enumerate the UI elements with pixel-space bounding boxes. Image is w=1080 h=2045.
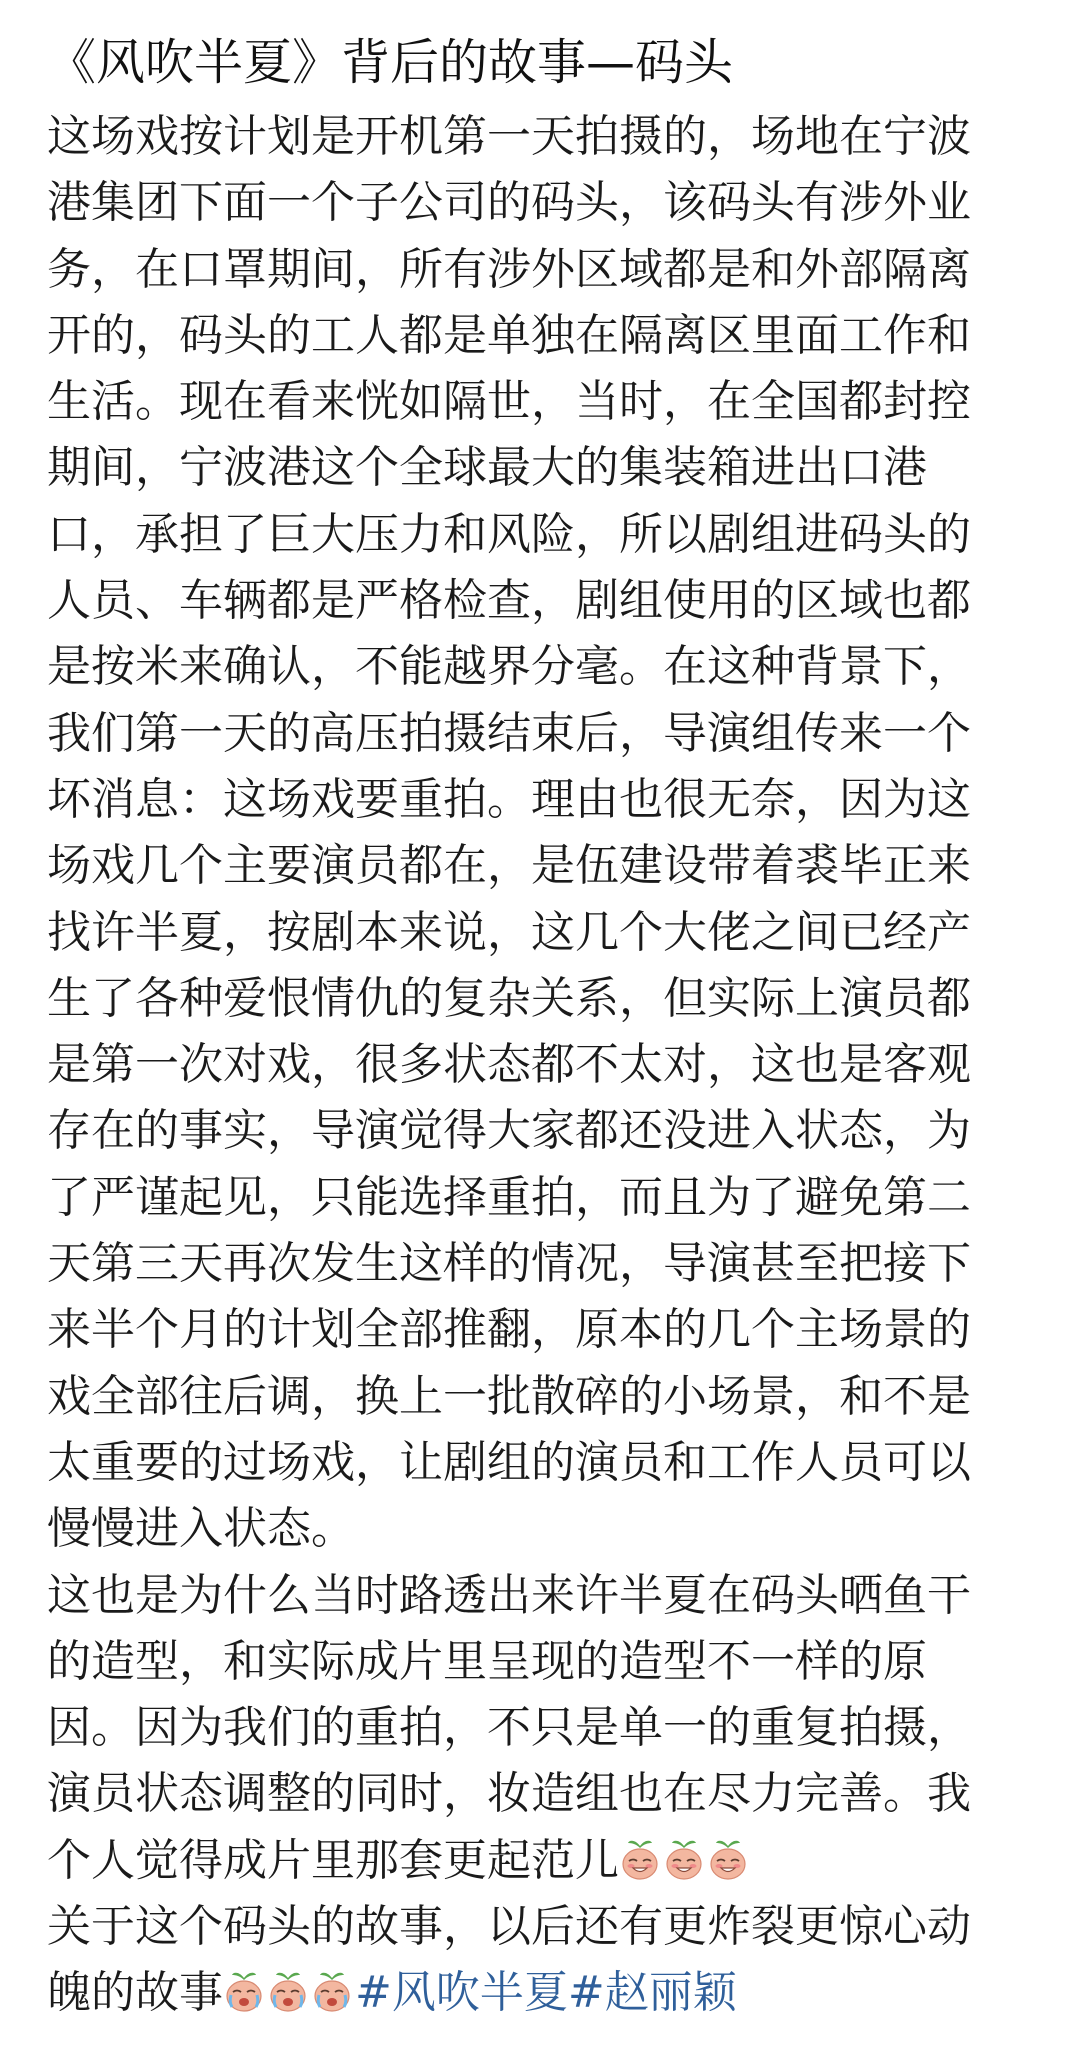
body-line-text: 的造型，和实际成片里呈现的造型不一样的原 xyxy=(47,1635,927,1687)
body-line-text: 人员、车辆都是严格检查，剧组使用的区域也都 xyxy=(47,575,971,627)
body-line xyxy=(47,1165,1047,1231)
body-line-text: 找许半夏，按剧本来说，这几个大佬之间已经产 xyxy=(47,906,971,958)
body-line xyxy=(47,701,1047,767)
body-line xyxy=(47,303,1047,369)
grin-emoji xyxy=(663,1834,705,1900)
body-line-text: 了严谨起见，只能选择重拍，而且为了避免第二 xyxy=(47,1171,971,1223)
body-line-text: 个人觉得成片里那套更起范儿 xyxy=(47,1834,619,1886)
body-line-text: 戏全部往后调，换上一批散碎的小场景，和不是 xyxy=(47,1370,971,1422)
body-line-text: 期间，宁波港这个全球最大的集装箱进出口港 xyxy=(47,442,927,494)
body-line xyxy=(47,1098,1047,1164)
body-line xyxy=(47,966,1047,1032)
body-line xyxy=(47,1894,1047,1960)
body-line-text: 来半个月的计划全部推翻，原本的几个主场景的 xyxy=(47,1304,971,1356)
body-line-text: 这场戏按计划是开机第一天拍摄的，场地在宁波 xyxy=(47,111,971,162)
body-line-text: 演员状态调整的同时，妆造组也在尽力完善。我 xyxy=(47,1768,971,1820)
hashtag-link[interactable]: #风吹半夏 xyxy=(355,1967,568,2019)
body-line xyxy=(47,1430,1047,1496)
body-line xyxy=(47,104,1047,170)
body-line xyxy=(47,170,1047,236)
body-line xyxy=(47,435,1047,501)
body-line xyxy=(47,1695,1047,1761)
grin-emoji xyxy=(707,1834,749,1900)
body-line-text: 因。因为我们的重拍，不只是单一的重复拍摄， xyxy=(47,1702,971,1754)
body-line-text: 魄的故事 xyxy=(47,1967,223,2019)
body-line-text: 天第三天再次发生这样的情况，导演甚至把接下 xyxy=(47,1238,971,1290)
body-line-text: 我们第一天的高压拍摄结束后，导演组传来一个 xyxy=(47,707,971,759)
body-line-text: 港集团下面一个子公司的码头，该码头有涉外业 xyxy=(47,177,971,229)
cry-emoji xyxy=(223,1966,265,2032)
body-line xyxy=(47,833,1047,899)
post-title: 《风吹半夏》背后的故事—码头 xyxy=(47,34,734,91)
weibo-post xyxy=(47,22,1047,2027)
body-line xyxy=(47,767,1047,833)
body-line-text: 开的，码头的工人都是单独在隔离区里面工作和 xyxy=(47,309,971,361)
body-line xyxy=(47,1563,1047,1629)
body-line xyxy=(47,502,1047,568)
body-line-text: 口，承担了巨大压力和风险，所以剧组进码头的 xyxy=(47,508,971,560)
cry-emoji xyxy=(267,1966,309,2032)
body-line-text: 慢慢进入状态。 xyxy=(47,1503,355,1555)
body-line-text: 是按米来确认，不能越界分毫。在这种背景下， xyxy=(47,641,971,693)
body-line-text: 是第一次对戏，很多状态都不太对，这也是客观 xyxy=(47,1039,971,1091)
post-body xyxy=(47,104,1047,2027)
body-line-text: 太重要的过场戏，让剧组的演员和工作人员可以 xyxy=(47,1436,971,1488)
body-line-text: 生了各种爱恨情仇的复杂关系，但实际上演员都 xyxy=(47,972,971,1024)
body-line xyxy=(47,1960,1047,2026)
body-line xyxy=(47,237,1047,303)
body-line-text: 务，在口罩期间，所有涉外区域都是和外部隔离 xyxy=(47,243,971,295)
body-line xyxy=(47,634,1047,700)
body-line-text: 坏消息：这场戏要重拍。理由也很无奈，因为这 xyxy=(47,773,971,825)
body-line-text: 这也是为什么当时路透出来许半夏在码头晒鱼干 xyxy=(47,1569,971,1621)
body-line-text: 关于这个码头的故事，以后还有更炸裂更惊心动 xyxy=(47,1901,971,1953)
body-line xyxy=(47,369,1047,435)
body-line xyxy=(47,1629,1047,1695)
body-line xyxy=(47,568,1047,634)
cry-emoji xyxy=(311,1966,353,2032)
body-line xyxy=(47,1496,1047,1562)
body-line xyxy=(47,1032,1047,1098)
grin-emoji xyxy=(619,1834,661,1900)
body-line xyxy=(47,1364,1047,1430)
hashtag-link[interactable]: #赵丽颖 xyxy=(567,1967,737,2019)
body-line xyxy=(47,1828,1047,1894)
body-line-text: 存在的事实，导演觉得大家都还没进入状态，为 xyxy=(47,1105,971,1157)
body-line xyxy=(47,1761,1047,1827)
body-line xyxy=(47,1297,1047,1363)
body-line xyxy=(47,1231,1047,1297)
body-line xyxy=(47,900,1047,966)
body-line-text: 生活。现在看来恍如隔世，当时，在全国都封控 xyxy=(47,376,971,428)
body-line-text: 场戏几个主要演员都在，是伍建设带着裘毕正来 xyxy=(47,840,971,892)
